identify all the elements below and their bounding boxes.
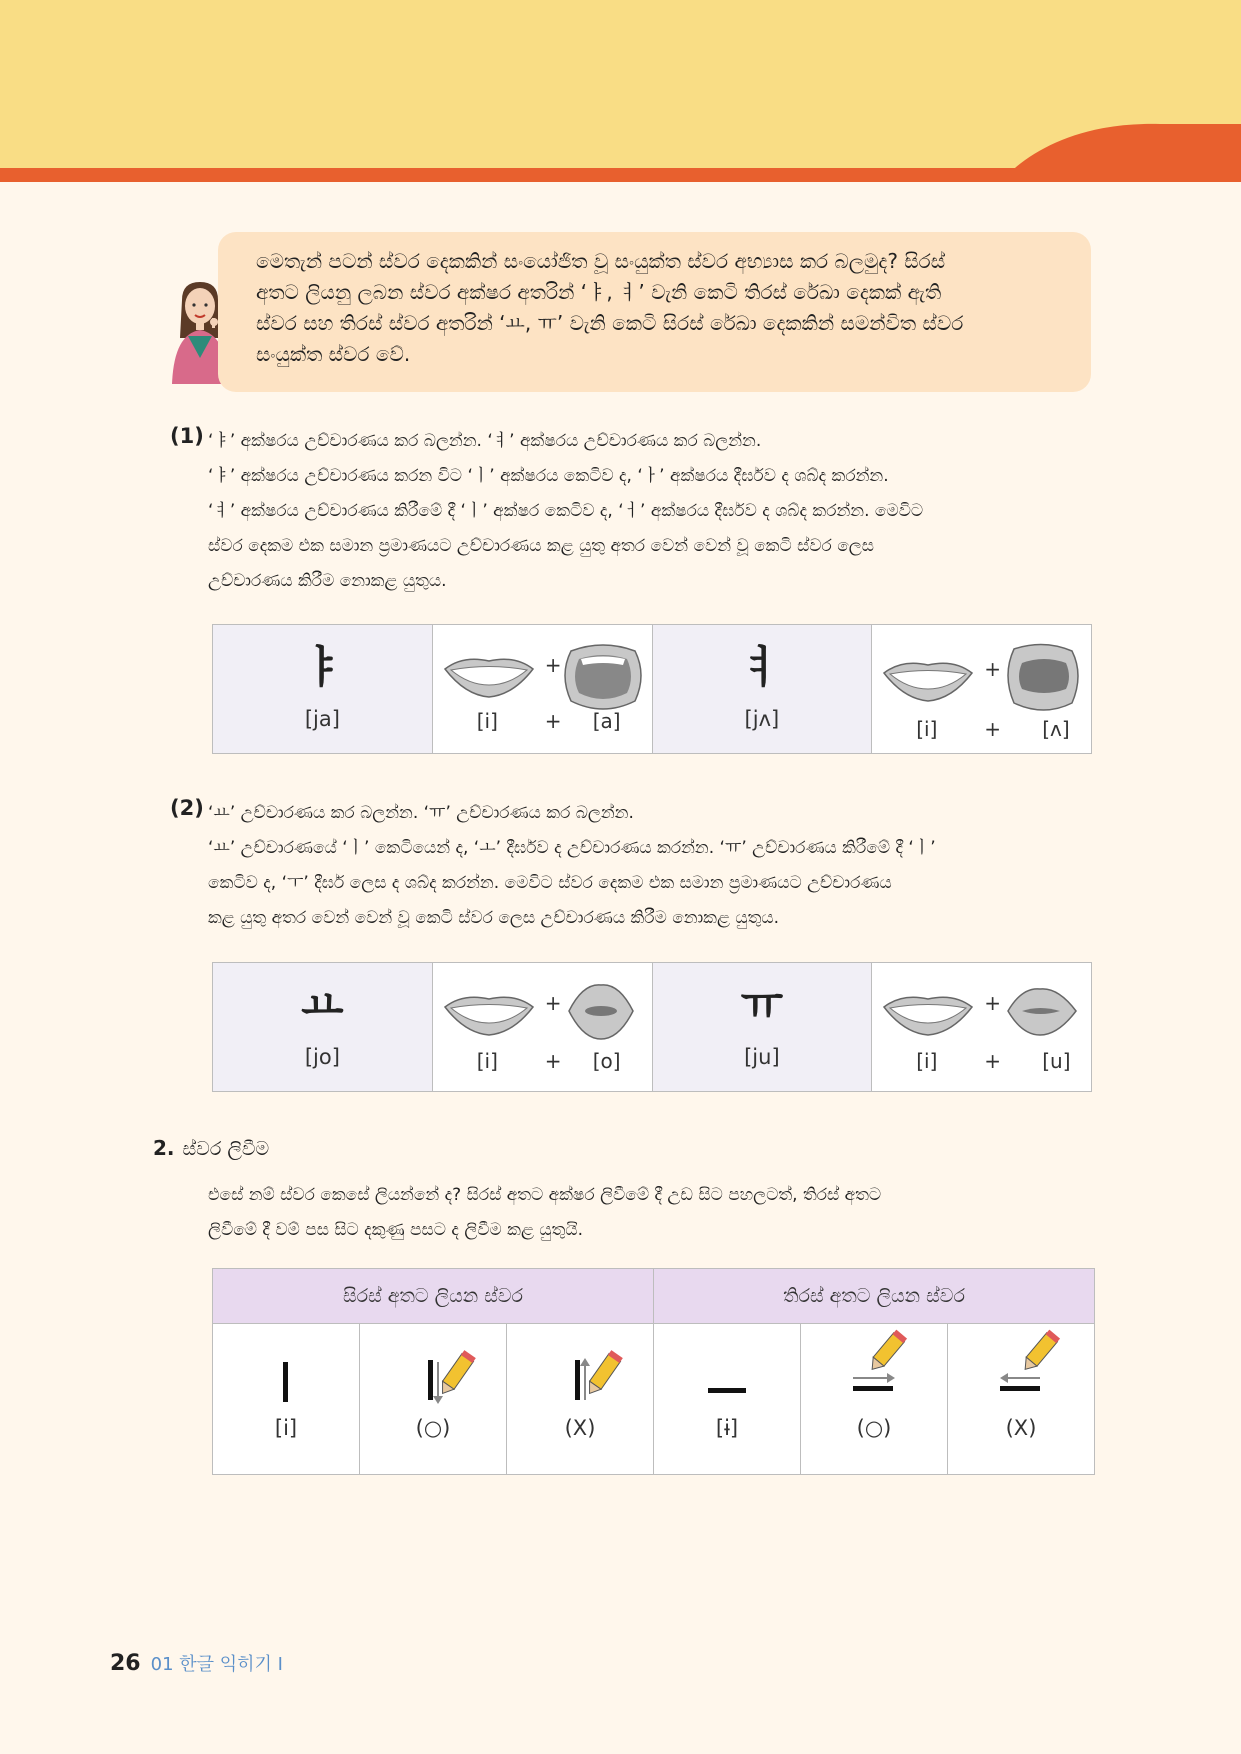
plus-sign: + [984, 991, 1002, 1015]
ipa-label: [i] [476, 1049, 498, 1073]
section-line: ‘ㅛ’ උච්චාරණය කර බලන්න. ‘ㅠ’ උච්චාරණය කර බලන්න. [208, 803, 634, 823]
section-heading [153, 1136, 269, 1160]
cell-label: [ɨ] [715, 1416, 739, 1440]
section-line: ‘ㅕ’ අක්ෂරය උච්චාරණය කිරීමේ දී ‘ㅣ’ අක්ෂර කෙටිව ද, ‘ㅓ’ අක්ෂරය දීර්ඝව ද ශබ්ද කරන්න. මෙවිට [208, 501, 924, 521]
mouth-combo-cell [432, 963, 652, 1092]
vowel-glyph: ㅑ [301, 642, 344, 693]
plus-sign: + [544, 1049, 562, 1073]
vowel-cell [652, 625, 872, 754]
ipa-label: [jo] [304, 1045, 340, 1069]
ipa-label: [i] [476, 709, 498, 733]
section-line: ලිවීමේ දී වම් පස සිට දකුණු පසට ද ලිවීම කළ යුතුයි. [208, 1220, 583, 1240]
plus-sign: + [984, 1049, 1002, 1073]
writing-cell [213, 1324, 360, 1475]
vowel-glyph: ㅛ [301, 980, 344, 1031]
section-line: ‘ㅑ’ අක්ෂරය උච්චාරණය කරන විට ‘ㅣ’ අක්ෂරය කෙටිව ද, ‘ㅏ’ අක්ෂරය දීර්ඝව ද ශබ්ද කරන්න. [208, 466, 889, 486]
writing-cell [801, 1324, 948, 1475]
writing-cell [360, 1324, 507, 1475]
upward-pencil-icon [507, 1324, 653, 1470]
writing-cell [948, 1324, 1095, 1475]
writing-cell [654, 1324, 801, 1475]
section-line: කෙටිව ද, ‘ㅜ’ දීර්ඝ ලෙස ද ශබ්ද කරන්න. මෙවිට ස්වර දෙකම එක සමාන ප්‍රමාණයට උච්චාරණය [208, 873, 892, 893]
intro-line: සංයුක්ත ස්වර වේ. [256, 342, 411, 366]
mouth-combo-cell [872, 625, 1092, 754]
vowel-glyph: ㅕ [740, 642, 784, 693]
section-1 [170, 424, 1100, 599]
ipa-label: [ja] [304, 707, 340, 731]
plus-sign: + [544, 709, 562, 733]
cell-label: (○) [856, 1416, 892, 1440]
section-number: (2) [170, 796, 204, 820]
section-2 [170, 796, 1100, 936]
section-number: (1) [170, 424, 204, 448]
downward-pencil-icon [360, 1324, 506, 1470]
writing-direction-table [212, 1268, 1095, 1475]
section-line: කළ යුතු අතර වෙන් වෙන් වූ කෙටි ස්වර ලෙස උච්චාරණය කිරීම නොකළ යුතුය. [208, 908, 780, 928]
page-number: 26 [110, 1651, 141, 1676]
intro-line: අතට ලියනු ලබන ස්වර අක්ෂර අතරින් ‘ㅑ, ㅕ’ වැනි කෙටි තිරස් රේඛා දෙකක් ඇති [256, 280, 942, 304]
section-line: ස්වර දෙකම එක සමාන ප්‍රමාණයට උච්චාරණය කළ යුතු අතර වෙන් වෙන් වූ කෙටි ස්වර ලෙස [208, 536, 874, 556]
section-line: උච්චාරණය කිරීම නොකළ යුතුය. [208, 571, 447, 591]
writing-paragraph [170, 1178, 1100, 1248]
header-vertical: සිරස් අතට ලියන ස්වර [213, 1269, 654, 1324]
heading-title: ස්වර ලිවීම [182, 1138, 270, 1160]
rightward-pencil-icon [801, 1324, 947, 1470]
heading-number: 2. [153, 1136, 175, 1160]
intro-box [218, 232, 1091, 392]
cell-label: (○) [415, 1416, 451, 1440]
intro-line: මෙතැන් පටන් ස්වර දෙකකින් සංයෝජිත වූ සංයුක්ත ස්වර අභ්‍යාස කර බලමුද? සිරස් [256, 249, 946, 273]
chapter-title: 01 한글 익히기 Ⅰ [150, 1654, 283, 1675]
mouth-combo-cell [432, 625, 652, 754]
header-horizontal: තිරස් අතට ලියන ස්වර [654, 1269, 1095, 1324]
cell-label: [i] [274, 1416, 298, 1440]
vowel-cell [213, 625, 433, 754]
vowel-table-1 [212, 624, 1092, 754]
plus-sign: + [544, 653, 562, 677]
vowel-cell [213, 963, 433, 1092]
plus-sign: + [984, 657, 1002, 681]
ipa-label: [u] [1042, 1049, 1071, 1073]
leftward-pencil-icon [948, 1324, 1094, 1470]
section-line: එසේ නම් ස්වර කෙසේ ලියන්නේ ද? සිරස් අතට අක්ෂර ලිවීමේ දී උඩ සිට පහලටත්, තිරස් අතට [208, 1185, 882, 1205]
vertical-stroke-icon [213, 1324, 359, 1470]
vowel-glyph: ㅠ [740, 980, 784, 1031]
ipa-label: [ʌ] [1042, 717, 1070, 741]
ipa-label: [ju] [744, 1045, 780, 1069]
ipa-label: [jʌ] [744, 707, 780, 731]
vowel-table-2 [212, 962, 1092, 1092]
section-line: ‘ㅑ’ අක්ෂරය උච්චාරණය කර බලන්න. ‘ㅕ’ අක්ෂරය උච්චාරණය කර බලන්න. [208, 431, 762, 451]
top-banner [0, 0, 1241, 182]
mouth-combo-cell [872, 963, 1092, 1092]
ipa-label: [i] [916, 1049, 938, 1073]
page-footer [110, 1650, 283, 1676]
intro-line: ස්වර සහ තිරස් ස්වර අතරින් ‘ㅛ, ㅠ’ වැනි කෙටි සිරස් රේඛා දෙකකින් සමන්විත ස්වර [256, 311, 964, 335]
cell-label: (X) [564, 1416, 596, 1440]
cell-label: (X) [1005, 1416, 1037, 1440]
ipa-label: [a] [592, 709, 621, 733]
writing-cell [507, 1324, 654, 1475]
plus-sign: + [544, 991, 562, 1015]
ipa-label: [i] [916, 717, 938, 741]
ipa-label: [o] [592, 1049, 621, 1073]
section-line: ‘ㅛ’ උච්චාරණයේ ‘ㅣ’ කෙටියෙන් ද, ‘ㅗ’ දීර්ඝව ද උච්චාරණය කරන්න. ‘ㅠ’ උච්චාරණය කිරීමේ දී ‘ㅣ’ [208, 838, 936, 858]
plus-sign: + [984, 717, 1002, 741]
vowel-cell [652, 963, 872, 1092]
horizontal-stroke-icon [654, 1324, 800, 1470]
